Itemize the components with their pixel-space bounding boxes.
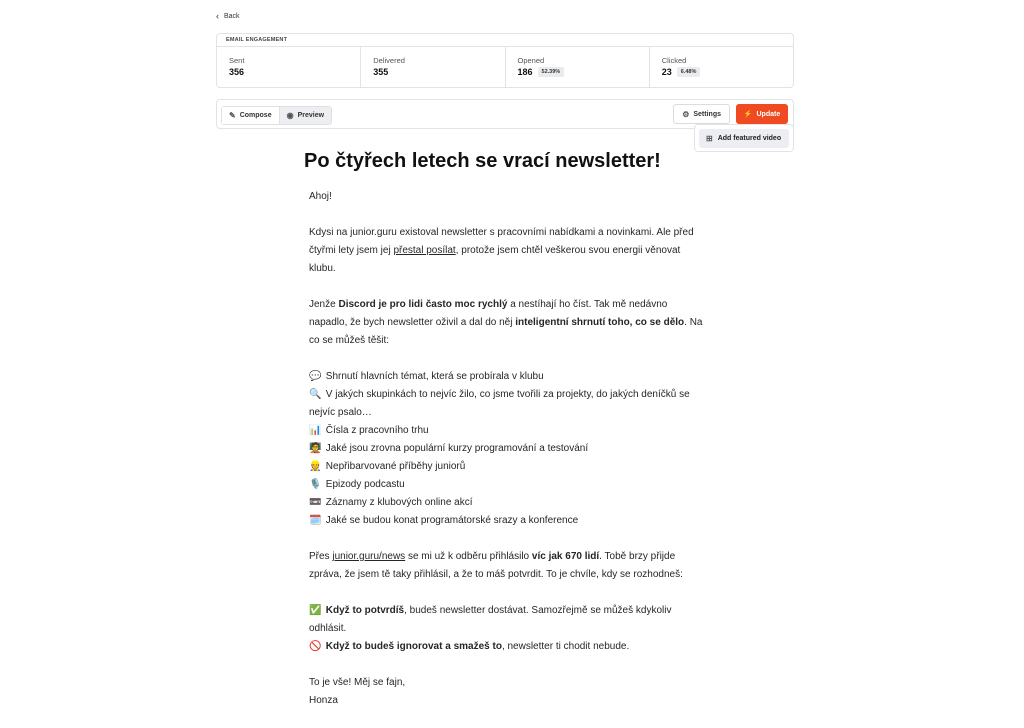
closing: To je vše! Měj se fajn, bbox=[309, 677, 406, 688]
chevron-left-icon: ‹ bbox=[216, 11, 219, 21]
mode-switch bbox=[221, 106, 332, 125]
feature-list bbox=[309, 368, 704, 530]
clicked-rate-badge: 6.48% bbox=[677, 67, 701, 77]
bar-chart-icon: 📊 bbox=[309, 425, 322, 436]
settings-button[interactable] bbox=[673, 104, 730, 124]
stat-clicked bbox=[650, 47, 793, 88]
choices bbox=[309, 602, 704, 656]
post-title: Po čtyřech letech se vrací newsletter! bbox=[304, 150, 661, 172]
worker-icon: 👷 bbox=[309, 461, 322, 472]
update-button[interactable] bbox=[736, 104, 788, 124]
update-label: Update bbox=[756, 110, 781, 118]
stats-header: EMAIL ENGAGEMENT bbox=[217, 34, 793, 47]
list-item: 🎙️ Epizody podcastu bbox=[309, 476, 704, 494]
list-item: 🗓️ Jaké se budou konat programátorské srazy a konference bbox=[309, 512, 704, 530]
list-item: 👷 Nepřibarvované příběhy juniorů bbox=[309, 458, 704, 476]
gear-icon: ⚙ bbox=[682, 109, 690, 119]
magnifier-icon: 🔍 bbox=[309, 389, 322, 400]
paragraph-subscribers: Přes junior.guru/news se mi už k odběru přihlásilo víc jak 670 lidí. Tobě brzy přijde zpráva, že jsem tě taky přihlásil, a že to máš potvrdit. To je chvíle, kdy se rozhodneš: bbox=[309, 551, 683, 580]
speech-bubble-icon: 💬 bbox=[309, 371, 322, 382]
list-item: 📊 Čísla z pracovního trhu bbox=[309, 422, 704, 440]
teacher-icon: 🧑‍🏫 bbox=[309, 443, 322, 454]
videocassette-icon: 📼 bbox=[309, 497, 322, 508]
add-featured-video-label: Add featured video bbox=[717, 135, 782, 142]
stopped-sending-link[interactable]: přestal posílat bbox=[393, 245, 456, 256]
stat-opened bbox=[506, 47, 650, 88]
news-link[interactable]: junior.guru/news bbox=[332, 551, 406, 562]
greeting: Ahoj! bbox=[309, 191, 332, 202]
choice-ignore: 🚫 Když to budeš ignorovat a smažeš to, newsletter ti chodit nebude. bbox=[309, 638, 704, 656]
lightning-icon: ⚡ bbox=[743, 111, 753, 118]
preview-label: Preview bbox=[297, 112, 325, 119]
stat-value: 23 bbox=[661, 67, 672, 77]
compose-label: Compose bbox=[239, 112, 272, 119]
stat-value: 186 bbox=[517, 67, 533, 77]
stat-label: Sent bbox=[229, 56, 245, 65]
stat-label: Opened bbox=[517, 56, 545, 65]
preview-tab[interactable] bbox=[279, 107, 331, 124]
stat-sent bbox=[217, 47, 361, 88]
list-item: 🔍 V jakých skupinkách to nejvíc žilo, co jsme tvořili za projekty, do jakých deníčků se nejvíc psalo… bbox=[309, 386, 704, 422]
stat-value: 355 bbox=[373, 67, 389, 77]
microphone-icon: 🎙️ bbox=[309, 479, 322, 490]
email-engagement-panel bbox=[216, 33, 794, 88]
calendar-icon: 🗓️ bbox=[309, 515, 322, 526]
signature: Honza bbox=[309, 695, 338, 706]
opened-rate-badge: 52.39% bbox=[538, 67, 565, 77]
list-item: 🧑‍🏫 Jaké jsou zrovna populární kurzy programování a testování bbox=[309, 440, 704, 458]
stat-delivered bbox=[361, 47, 505, 88]
choice-confirm: ✅ Když to potvrdíš, budeš newsletter dostávat. Samozřejmě se můžeš kdykoliv odhlásit. bbox=[309, 602, 704, 638]
stat-label: Clicked bbox=[661, 56, 687, 65]
post-body bbox=[309, 188, 704, 728]
check-icon: ✅ bbox=[309, 605, 322, 616]
compose-tab[interactable] bbox=[222, 107, 279, 124]
settings-dropdown bbox=[694, 124, 794, 152]
paragraph-intro: Kdysi na junior.guru existoval newsletter s pracovními nabídkami a novinkami. Ale před čtyřmi lety jsem jej přestal posílat, protože jsem chtěl veškerou svou energii věnovat klubu. bbox=[309, 227, 694, 274]
list-item: 💬 Shrnutí hlavních témat, která se probírala v klubu bbox=[309, 368, 704, 386]
list-item: 📼 Záznamy z klubových online akcí bbox=[309, 494, 704, 512]
sign-off bbox=[309, 674, 704, 710]
paragraph-discord: Jenže Discord je pro lidi často moc rychlý a nestíhají ho číst. Tak mě nedávno napadlo, že bych newsletter oživil a dal do něj inteligentní shrnutí toho, co se dělo. Na co se můžeš těšit: bbox=[309, 299, 703, 346]
pencil-icon: ✎ bbox=[229, 111, 236, 120]
plus-square-icon: ⊞ bbox=[706, 134, 713, 143]
add-featured-video-item[interactable] bbox=[699, 129, 789, 148]
stat-label: Delivered bbox=[373, 56, 405, 65]
eye-icon: ◉ bbox=[286, 111, 294, 120]
settings-label: Settings bbox=[693, 110, 721, 118]
back-link[interactable] bbox=[216, 12, 240, 21]
back-label: Back bbox=[224, 13, 240, 20]
prohibited-icon: 🚫 bbox=[309, 641, 322, 652]
stat-value: 356 bbox=[229, 67, 245, 77]
